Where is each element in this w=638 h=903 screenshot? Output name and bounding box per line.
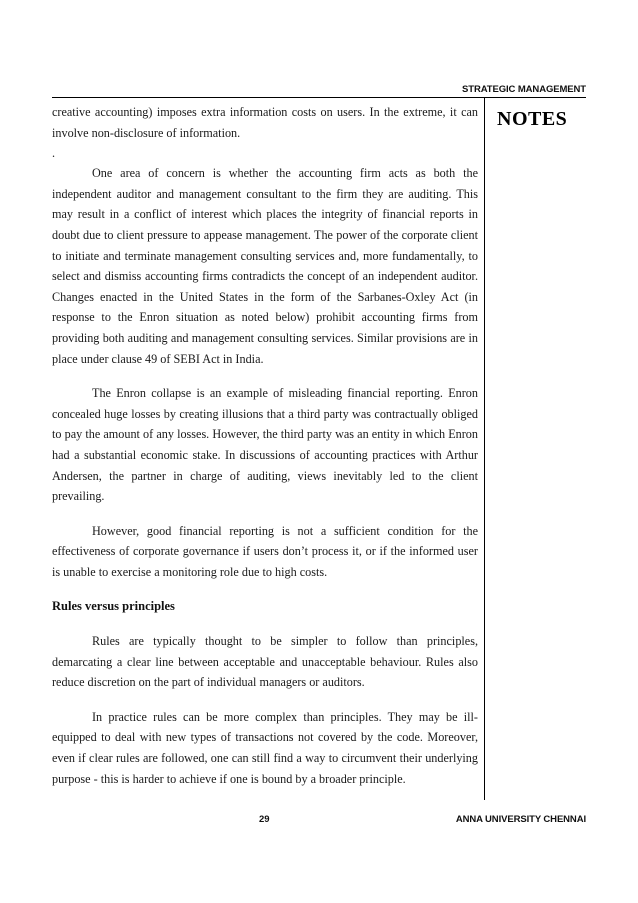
header-divider xyxy=(52,97,586,98)
running-header-title: STRATEGIC MANAGEMENT xyxy=(462,84,586,95)
notes-margin-label: NOTES xyxy=(497,108,568,130)
section-heading: Rules versus principles xyxy=(52,599,175,614)
notes-margin-divider xyxy=(484,97,485,800)
paragraph-enron: The Enron collapse is an example of misleading financial reporting. Enron concealed huge losses by creating illusions that a third party was contractually obliged to pay the amount of any losses. However, the third party was an entity in which Enron had a substantial economic stake. In discussions of accounting practices with Arthur Andersen, the partner in charge of auditing, views inevitably led to the client prevailing. xyxy=(52,386,478,504)
paragraph-practice: In practice rules can be more complex than principles. They may be ill-equipped to deal with new types of transactions not covered by the code. Moreover, even if clear rules are followed, one can still find a way to circumvent their underlying purpose - this is harder to achieve if one is bound by a broader principle. xyxy=(52,709,478,786)
paragraph-gap xyxy=(52,369,478,383)
paragraph-continued: creative accounting) imposes extra information costs on users. In the extreme, it can involve non-disclosure of information. xyxy=(52,105,478,140)
footer-university: ANNA UNIVERSITY CHENNAI xyxy=(455,814,586,825)
paragraph-gap xyxy=(52,507,478,521)
paragraph-gap xyxy=(52,617,478,631)
paragraph-auditor-independence: One area of concern is whether the accounting firm acts as both the independent auditor and management consultant to the firm they are auditing. This may result in a conflict of interest which places the integrity of financial reports in doubt due to client pressure to appease management. The power of the corporate client to initiate and terminate management consulting services and, more fundamentally, to select and dismiss accounting firms contradicts the concept of an independent auditor. Changes enacted in the United States in the form of the Sarbanes-Oxley Act (in response to the Enron situation as noted below) prohibit accounting firms from providing both auditing and management consulting services. Similar provisions are in place under clause 49 of SEBI Act in India. xyxy=(52,166,478,366)
paragraph-gap xyxy=(52,582,478,596)
paragraph-gap xyxy=(52,693,478,707)
stray-dot: . xyxy=(52,146,56,161)
paragraph-financial-reporting: However, good financial reporting is not a sufficient condition for the effectiveness of corporate governance if users don’t process it, or if the informed user is unable to exercise a monitoring role due to high costs. xyxy=(52,523,478,579)
body-text xyxy=(52,102,478,789)
paragraph-rules: Rules are typically thought to be simpler to follow than principles, demarcating a clear line between acceptable and unacceptable behaviour. Rules also reduce discretion on the part of individual managers or auditors. xyxy=(52,634,478,690)
page-number: 29 xyxy=(259,814,270,825)
